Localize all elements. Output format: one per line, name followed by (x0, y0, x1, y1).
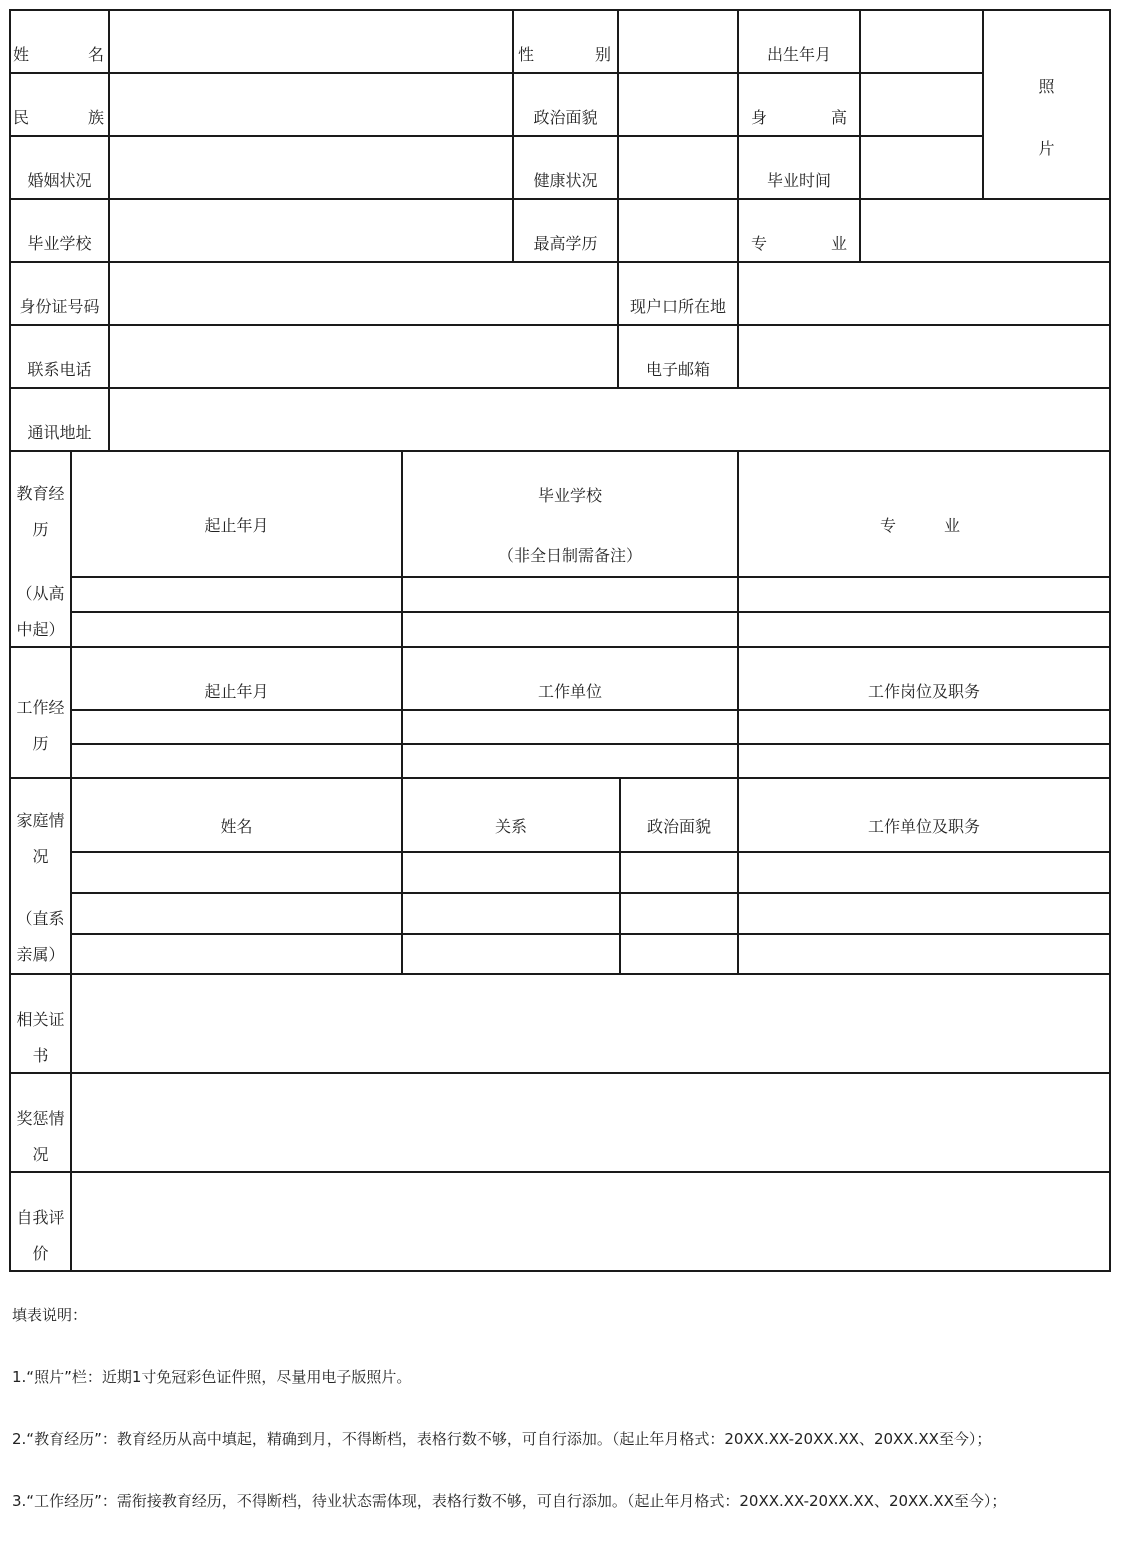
grad-time-label-cell (737, 135, 861, 200)
certs-side-label (9, 973, 72, 1074)
grad-school-label-cell (9, 198, 110, 263)
highest-edu-input[interactable] (617, 198, 739, 263)
education-side-label (9, 450, 72, 648)
hukou-label-cell (617, 261, 739, 326)
edu-row-2-school[interactable] (401, 611, 739, 648)
political-label: 政治面貌 (533, 108, 598, 127)
work-row-1-period[interactable] (70, 709, 403, 745)
awards-side-1: 奖惩情 (16, 1109, 65, 1128)
phone-input[interactable] (108, 324, 619, 389)
family-row-3-relation[interactable] (401, 933, 621, 975)
edu-row-2-period[interactable] (70, 611, 403, 648)
name-input[interactable] (108, 9, 514, 74)
self-eval-side-label (9, 1171, 72, 1272)
family-side-4: 亲属） (16, 945, 65, 964)
work-post-label: 工作岗位及职务 (867, 682, 980, 701)
family-row-2-name[interactable] (70, 892, 403, 935)
application-form (9, 9, 1111, 1272)
birth-input[interactable] (859, 9, 984, 74)
work-header-post (737, 646, 1111, 711)
education-side-1: 教育经 (16, 484, 65, 503)
highest-edu-label: 最高学历 (533, 234, 598, 253)
work-side-2: 历 (32, 734, 49, 753)
education-school-label: 毕业学校 (537, 486, 602, 505)
family-unit-label: 工作单位及职务 (867, 817, 980, 836)
gender-label-cell (512, 9, 619, 74)
email-label: 电子邮箱 (645, 360, 710, 379)
marital-input[interactable] (108, 135, 514, 200)
photo-label-1: 照 (1038, 77, 1055, 96)
notes-line-2: 2.“教育经历”：教育经历从高中填起，精确到月，不得断档，表格行数不够，可自行添加。（起止年月格式：20XX.XX-20XX.XX、20XX.XX至今）； (12, 1430, 992, 1448)
education-header-school (401, 450, 739, 578)
family-row-1-relation[interactable] (401, 851, 621, 894)
family-side-label (9, 777, 72, 975)
major-input[interactable] (859, 198, 1111, 263)
health-input[interactable] (617, 135, 739, 200)
highest-edu-label-cell (512, 198, 619, 263)
notes-title: 填表说明： (12, 1306, 88, 1324)
awards-input[interactable] (70, 1072, 1111, 1173)
health-label-cell (512, 135, 619, 200)
marital-label: 婚姻状况 (27, 171, 92, 190)
education-side-3: （从高 (16, 584, 65, 603)
id-input[interactable] (108, 261, 619, 326)
work-row-2-period[interactable] (70, 743, 403, 779)
family-relation-label: 关系 (494, 817, 527, 836)
height-input[interactable] (859, 72, 984, 137)
certs-side-2: 书 (32, 1046, 49, 1065)
grad-school-label: 毕业学校 (27, 234, 92, 253)
work-header-period (70, 646, 403, 711)
family-row-1-name[interactable] (70, 851, 403, 894)
photo-box[interactable] (982, 9, 1111, 200)
work-period-label: 起止年月 (204, 682, 269, 701)
ethnic-input[interactable] (108, 72, 514, 137)
family-row-1-political[interactable] (619, 851, 739, 894)
edu-row-1-period[interactable] (70, 576, 403, 613)
family-header-name (70, 777, 403, 853)
self-eval-input[interactable] (70, 1171, 1111, 1272)
address-label: 通讯地址 (27, 423, 92, 442)
marital-label-cell (9, 135, 110, 200)
hukou-input[interactable] (737, 261, 1111, 326)
family-row-1-unit[interactable] (737, 851, 1111, 894)
grad-time-label: 毕业时间 (766, 171, 831, 190)
work-row-2-unit[interactable] (401, 743, 739, 779)
phone-label-cell (9, 324, 110, 389)
family-side-2: 况 (32, 847, 49, 866)
grad-time-input[interactable] (859, 135, 984, 200)
education-header-period (70, 450, 403, 578)
work-row-2-post[interactable] (737, 743, 1111, 779)
grad-school-input[interactable] (108, 198, 514, 263)
gender-input[interactable] (617, 9, 739, 74)
education-side-2: 历 (32, 520, 49, 539)
education-school-note: （非全日制需备注） (497, 546, 642, 565)
work-unit-label: 工作单位 (537, 682, 602, 701)
self-eval-side-1: 自我评 (16, 1208, 65, 1227)
ethnic-label-cell (9, 72, 110, 137)
work-side-1: 工作经 (16, 698, 65, 717)
edu-row-1-major[interactable] (737, 576, 1111, 613)
ethnic-label: 民 族 (13, 108, 104, 127)
family-row-2-political[interactable] (619, 892, 739, 935)
height-label: 身 高 (751, 108, 847, 127)
family-row-3-name[interactable] (70, 933, 403, 975)
family-row-3-unit[interactable] (737, 933, 1111, 975)
gender-label: 性 别 (518, 45, 611, 64)
education-header-major (737, 450, 1111, 578)
political-input[interactable] (617, 72, 739, 137)
family-row-3-political[interactable] (619, 933, 739, 975)
family-row-2-relation[interactable] (401, 892, 621, 935)
certs-side-1: 相关证 (16, 1010, 65, 1029)
notes-line-1: 1.“照片”栏：近期1寸免冠彩色证件照，尽量用电子版照片。 (12, 1368, 412, 1386)
family-header-political (619, 777, 739, 853)
phone-label: 联系电话 (27, 360, 92, 379)
edu-row-1-school[interactable] (401, 576, 739, 613)
birth-label-cell (737, 9, 861, 74)
political-label-cell (512, 72, 619, 137)
address-label-cell (9, 387, 110, 452)
hukou-label: 现户口所在地 (629, 297, 726, 316)
work-header-unit (401, 646, 739, 711)
education-period-label: 起止年月 (204, 516, 269, 535)
edu-row-2-major[interactable] (737, 611, 1111, 648)
education-side-4: 中起） (16, 620, 65, 639)
notes-line-3: 3.“工作经历”：需衔接教育经历，不得断档，待业状态需体现，表格行数不够，可自行添加。（起止年月格式：20XX.XX-20XX.XX、20XX.XX至今）； (12, 1492, 1007, 1510)
self-eval-side-2: 价 (32, 1244, 49, 1263)
email-label-cell (617, 324, 739, 389)
address-input[interactable] (108, 387, 1111, 452)
email-input[interactable] (737, 324, 1111, 389)
id-label-cell (9, 261, 110, 326)
family-side-3: （直系 (16, 909, 65, 928)
id-label: 身份证号码 (19, 297, 100, 316)
photo-label-2: 片 (1038, 139, 1055, 158)
work-side-label (9, 646, 72, 779)
family-header-relation (401, 777, 621, 853)
name-label-cell (9, 9, 110, 74)
major-label: 专 业 (751, 234, 847, 253)
family-political-label: 政治面貌 (646, 817, 711, 836)
name-label: 姓 名 (13, 45, 104, 64)
major-label-cell (737, 198, 861, 263)
awards-side-2: 况 (32, 1145, 49, 1164)
work-row-1-unit[interactable] (401, 709, 739, 745)
certs-input[interactable] (70, 973, 1111, 1074)
family-name-label: 姓名 (220, 817, 253, 836)
family-row-2-unit[interactable] (737, 892, 1111, 935)
work-row-1-post[interactable] (737, 709, 1111, 745)
education-major-label: 专 业 (880, 516, 960, 535)
family-header-unit (737, 777, 1111, 853)
awards-side-label (9, 1072, 72, 1173)
birth-label: 出生年月 (766, 45, 831, 64)
height-label-cell (737, 72, 861, 137)
health-label: 健康状况 (533, 171, 598, 190)
family-side-1: 家庭情 (16, 811, 65, 830)
